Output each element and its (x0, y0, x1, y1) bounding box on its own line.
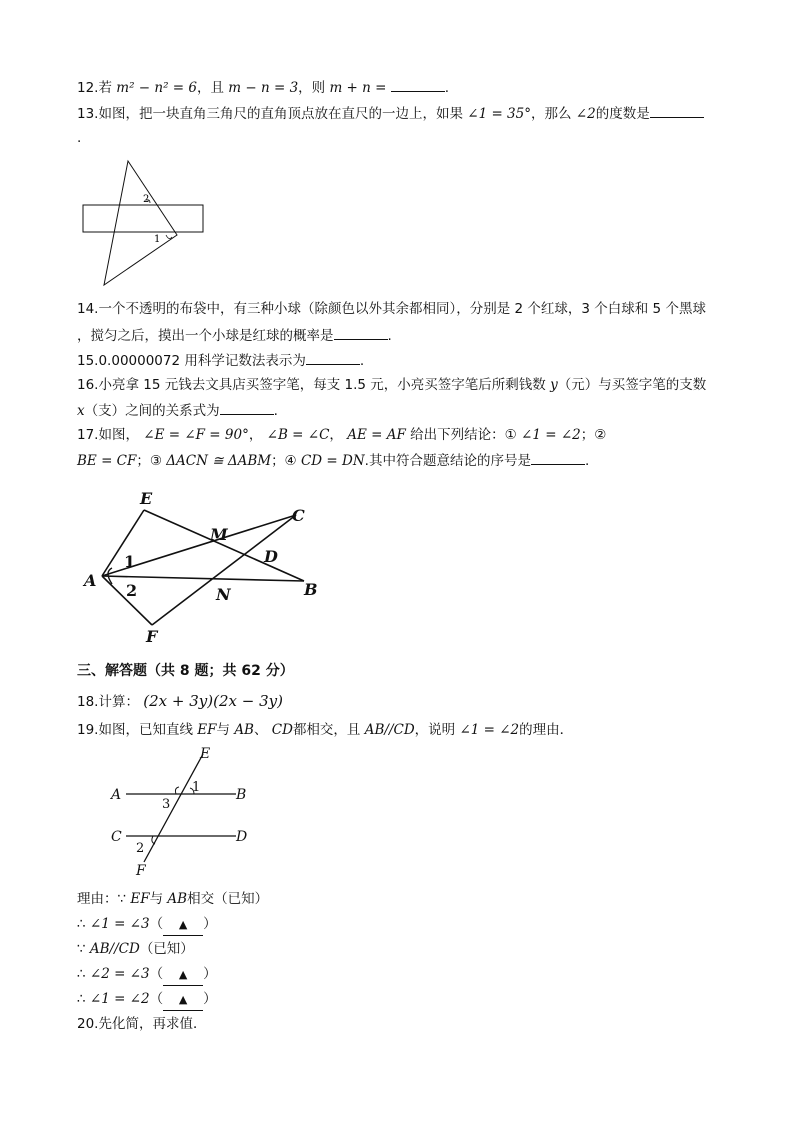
q15-text: 15.0.00000072 用科学记数法表示为 (77, 353, 306, 369)
q17-conclusion-4: CD = DN (300, 453, 365, 469)
q12-equation-1: m² − n² = 6 (116, 80, 197, 96)
q19-angle-arc-3 (175, 787, 179, 794)
q17-label-E: E (140, 489, 153, 508)
section-title: 三、解答题（共 8 题；共 62 分） (77, 663, 294, 679)
reason-3-equation: AB//CD (89, 941, 140, 957)
q12-prefix: 12.若 (77, 80, 112, 96)
q16-var-y: y (550, 377, 558, 393)
q19-text-2: 与 (216, 722, 231, 738)
q17-label-2: 2 (126, 581, 138, 600)
q17-conclusion-1: ∠1 = ∠2 (521, 427, 581, 443)
reason-4-equation: ∠2 = ∠3 (89, 966, 150, 982)
q12-end: . (444, 80, 450, 96)
q13-text-1: 13.如图，把一块直角三角尺的直角顶点放在直尺的一边上，如果 (77, 106, 463, 122)
q15-answer-blank[interactable] (306, 350, 360, 365)
reason-2-blank[interactable]: ▲ (163, 915, 203, 936)
reason-line-2 (77, 914, 217, 936)
reason-1-mid: 与 (149, 891, 164, 907)
q17-label-B: B (304, 580, 318, 599)
reason-4-blank[interactable]: ▲ (163, 965, 203, 986)
question-17-line-2 (77, 450, 589, 471)
q12-answer-blank[interactable] (391, 77, 445, 92)
q17-figure (78, 488, 333, 648)
q19-ab: AB (234, 722, 254, 738)
q19-label-D: D (236, 829, 248, 845)
q13-label-1: 1 (154, 234, 161, 245)
q18-text: 18.计算： (77, 694, 139, 710)
q17-text-1: 17.如图， (77, 427, 139, 443)
question-16-line-1 (77, 375, 706, 395)
question-20 (77, 1014, 206, 1034)
q19-text-5: ，说明 (414, 722, 456, 738)
q19-label-3: 3 (162, 797, 171, 812)
q19-label-B: B (236, 787, 247, 803)
q12-equation-2: m − n = 3 (228, 80, 299, 96)
reason-4-close: ） (203, 966, 217, 982)
q17-label-N: N (216, 585, 231, 604)
q17-sep-3: ；② (580, 427, 607, 443)
reason-5-equation: ∠1 = ∠2 (89, 991, 150, 1007)
q19-text-4: 都相交，且 (292, 722, 361, 738)
reason-3-prefix: ∵ (77, 941, 86, 957)
reason-3-end: （已知） (139, 941, 194, 957)
question-13 (77, 103, 704, 124)
q19-parallel: AB//CD (364, 722, 415, 738)
reason-line-1 (77, 889, 268, 909)
q18-expression: (2x + 3y)(2x − 3y) (143, 692, 283, 710)
q19-label-F: F (136, 863, 146, 879)
section-heading (77, 661, 294, 681)
q13-end: . (77, 130, 82, 146)
q12-mid: ，且 (196, 80, 224, 96)
q13-angle-2: ∠2 (575, 106, 596, 122)
reason-line-3 (77, 939, 194, 959)
q16-end: . (273, 403, 278, 419)
q17-label-A: A (84, 571, 97, 590)
reason-line-5 (77, 989, 217, 1011)
q13-end-line (77, 128, 81, 148)
q17-sep-1: ， (248, 427, 263, 443)
reason-5-blank[interactable]: ▲ (163, 990, 203, 1011)
q19-cd: CD (271, 722, 293, 738)
reason-2-equation: ∠1 = ∠3 (89, 916, 150, 932)
q16-text-2: （元）与买签字笔的支数 (557, 377, 707, 393)
q19-ef: EF (197, 722, 217, 738)
q17-label-C: C (292, 506, 305, 525)
q14-text-1: 14.一个不透明的布袋中，有三种小球（除颜色以外其余都相同），分别是 2 个红球，3 个白球和 5 个黑球 (77, 301, 706, 317)
q17-end: . (584, 453, 590, 469)
q17-answer-blank[interactable] (531, 450, 585, 465)
q13-angle-1: ∠1 = 35° (467, 106, 531, 122)
q13-figure (80, 157, 210, 289)
reason-2-prefix: ∴ (77, 916, 86, 932)
q19-text-3: 、 (253, 722, 268, 738)
question-19 (77, 720, 573, 740)
ruler-shape (83, 205, 203, 232)
question-14-line-2 (77, 325, 392, 346)
q17-condition-3: AE = AF (347, 427, 406, 443)
reason-1-end: 相交（已知） (187, 891, 269, 907)
reason-4-open: （ (149, 966, 164, 982)
q13-answer-blank[interactable] (650, 103, 704, 118)
q19-label-E: E (200, 746, 211, 762)
q19-figure (108, 748, 268, 880)
reason-4-prefix: ∴ (77, 966, 86, 982)
q16-text-3: （支）之间的关系式为 (84, 403, 220, 419)
q17-text-3: .其中符合题意结论的序号是 (364, 453, 531, 469)
q17-sep-4: ；③ (136, 453, 162, 469)
reason-2-close: ） (203, 916, 217, 932)
question-12 (77, 77, 449, 98)
q19-equation: ∠1 = ∠2 (459, 722, 520, 738)
question-16-line-2 (77, 400, 278, 421)
q19-label-2: 2 (136, 841, 145, 856)
q13-text-2: ，那么 (531, 106, 572, 122)
q13-text-3: 的度数是 (595, 106, 650, 122)
q17-label-F: F (146, 627, 158, 646)
reason-5-close: ） (203, 991, 217, 1007)
reason-2-open: （ (149, 916, 164, 932)
question-15 (77, 350, 364, 371)
q17-label-D: D (264, 547, 278, 566)
question-18 (77, 691, 283, 712)
reason-1-ef: EF (130, 891, 150, 907)
q17-label-M: M (210, 525, 228, 544)
q19-label-C: C (111, 829, 122, 845)
q14-answer-blank[interactable] (334, 325, 388, 340)
q19-label-A: A (111, 787, 122, 803)
q17-sep-2: ， (329, 427, 343, 443)
q13-label-2: 2 (143, 194, 150, 205)
reason-5-prefix: ∴ (77, 991, 86, 1007)
q17-conclusion-2: BE = CF (77, 453, 137, 469)
question-17-line-1 (77, 425, 606, 445)
q19-text-1: 19.如图，已知直线 (77, 722, 193, 738)
q17-conclusion-3: ΔACN ≅ ΔABM (166, 453, 272, 469)
q16-text-1: 16.小亮拿 15 元钱去文具店买签字笔，每支 1.5 元，小亮买签字笔后所剩钱数 (77, 377, 546, 393)
question-14-line-1 (77, 299, 706, 319)
q16-var-x: x (77, 403, 85, 419)
q17-text-2: 给出下列结论：① (410, 427, 517, 443)
q17-condition-1: ∠E = ∠F = 90° (143, 427, 249, 443)
reason-1-prefix: 理由：∵ (77, 891, 127, 907)
q17-condition-2: ∠B = ∠C (266, 427, 330, 443)
reason-5-open: （ (149, 991, 164, 1007)
q20-text: 20.先化简，再求值． (77, 1016, 207, 1032)
reason-line-4 (77, 964, 217, 986)
q14-end: . (387, 328, 392, 344)
q15-end: . (359, 353, 365, 369)
q19-label-1: 1 (192, 780, 201, 795)
q13-angle-arc-1 (166, 235, 172, 239)
q14-text-2: ，搅匀之后，摸出一个小球是红球的概率是 (77, 328, 334, 344)
q16-answer-blank[interactable] (220, 400, 274, 415)
triangle-shape (104, 161, 177, 285)
q17-sep-5: ；④ (271, 453, 297, 469)
q19-text-6: 的理由． (519, 722, 574, 738)
q12-equation-3: m + n = (329, 80, 387, 96)
q12-mid2: ，则 (298, 80, 326, 96)
reason-1-ab: AB (167, 891, 188, 907)
q17-label-1: 1 (124, 552, 136, 571)
